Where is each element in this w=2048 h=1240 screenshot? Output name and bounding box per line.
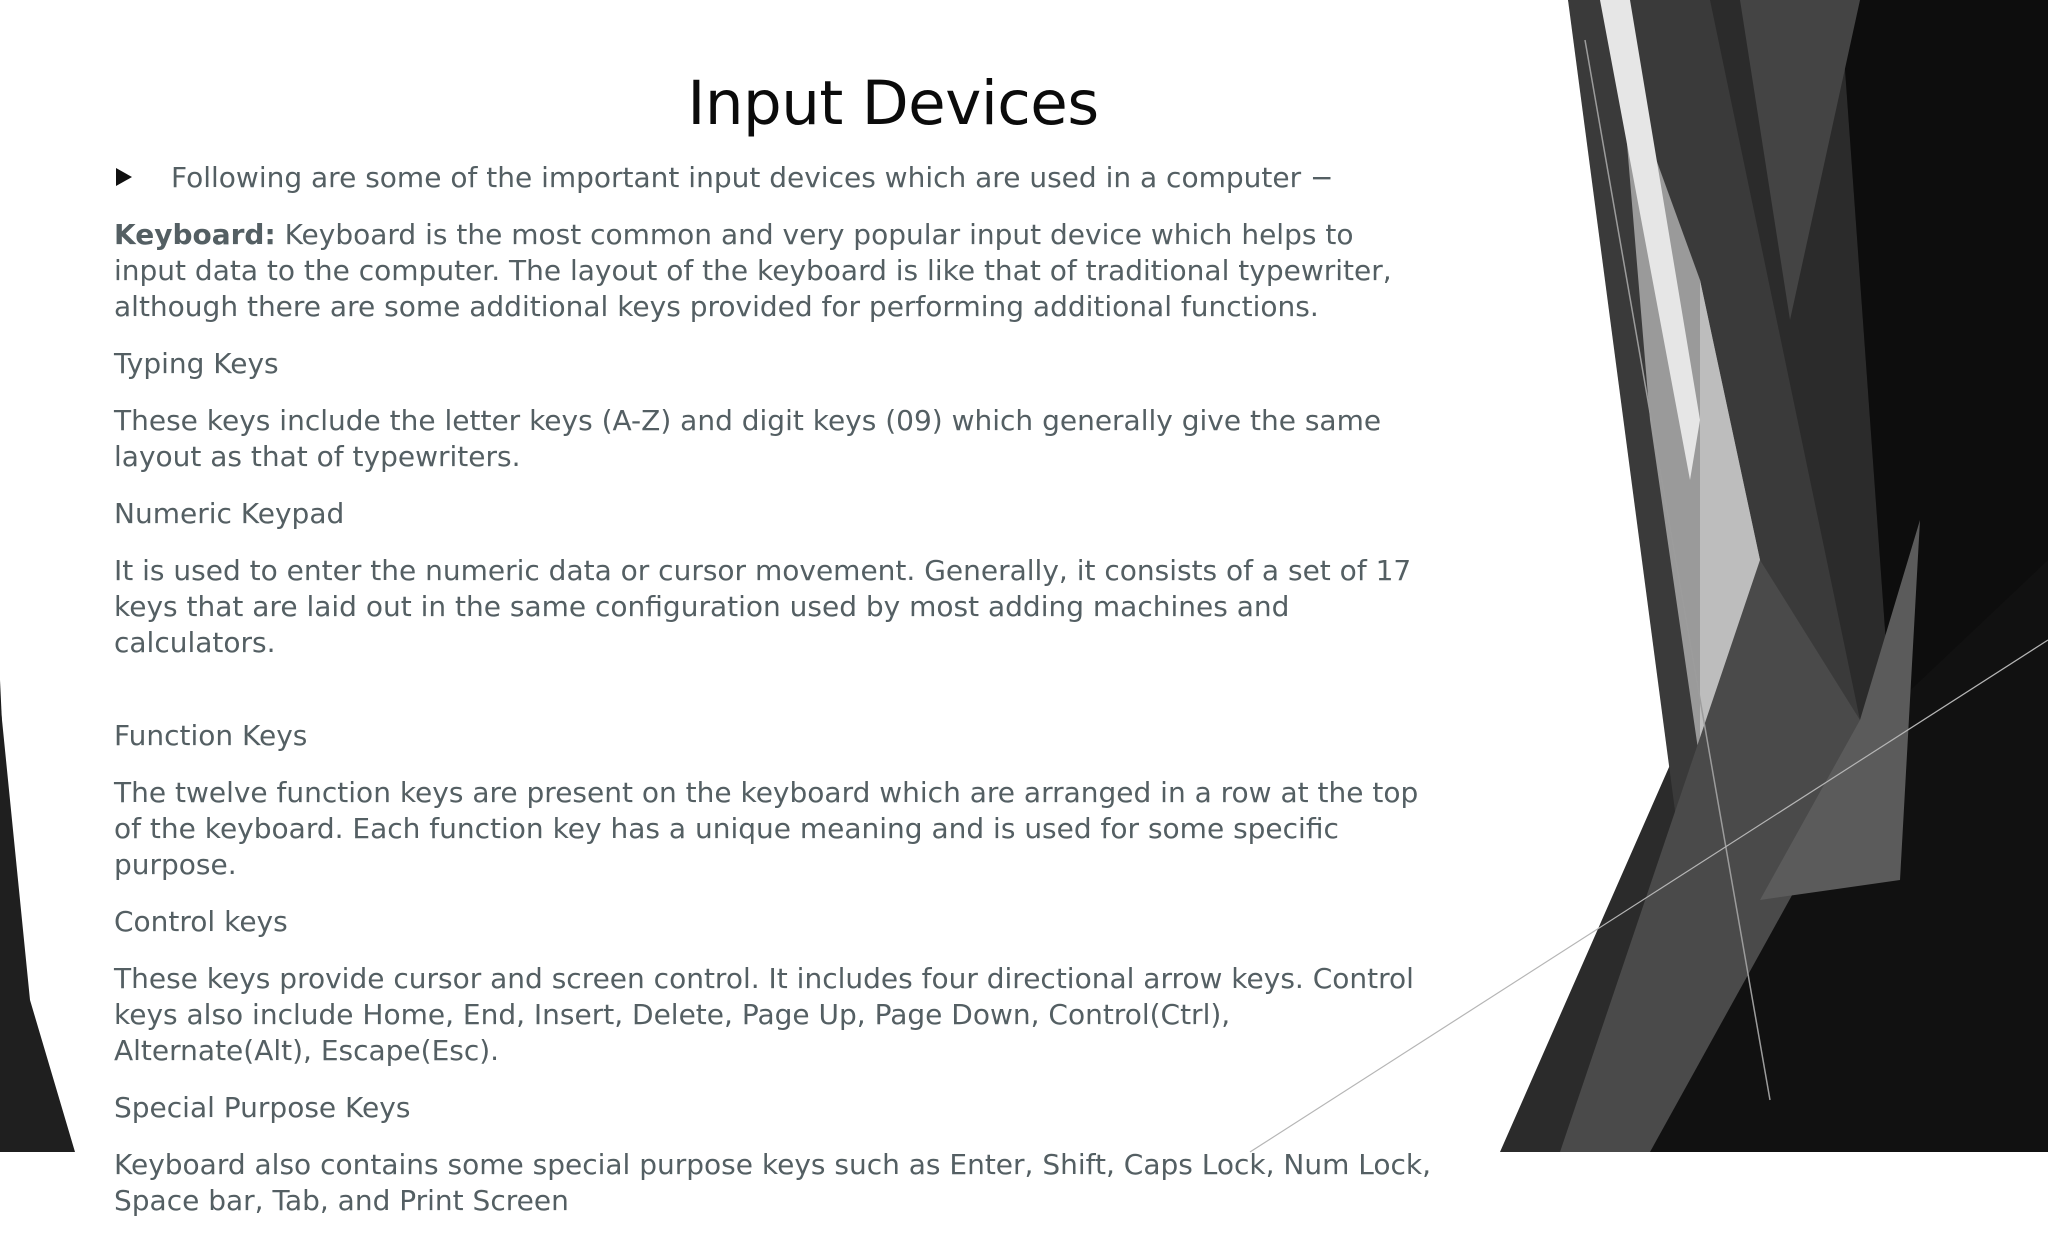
keyboard-label: Keyboard:: [114, 218, 276, 251]
section-text-typing-keys: These keys include the letter keys (A-Z) and digit keys (09) which generally give the same layout as that of typewriters.: [114, 404, 1382, 473]
right-triangle-bullet-icon: [116, 168, 132, 186]
section-text-function-keys: The twelve function keys are present on the keyboard which are arranged in a row at the top of the keyboard. Each function key has a unique meaning and is used for some specific purpose.: [114, 776, 1419, 881]
slide-title: Input Devices: [687, 68, 1099, 139]
section-heading-typing-keys: Typing Keys: [114, 347, 279, 380]
intro-bullet: [114, 160, 1434, 196]
section-text-numeric-keypad: It is used to enter the numeric data or cursor movement. Generally, it consists of a set of 17 keys that are laid out in the same configuration used by most adding machines and calculators.: [114, 554, 1412, 659]
section-heading-special-purpose-keys: Special Purpose Keys: [114, 1091, 411, 1124]
keyboard-paragraph: [114, 217, 1434, 325]
section-heading-numeric-keypad: Numeric Keypad: [114, 497, 345, 530]
section-text-special-purpose-keys: Keyboard also contains some special purpose keys such as Enter, Shift, Caps Lock, Num Lock, Space bar, Tab, and Print Screen: [114, 1148, 1432, 1217]
section-heading-function-keys: Function Keys: [114, 719, 308, 752]
section-heading-control-keys: Control keys: [114, 905, 288, 938]
section-text-control-keys: These keys provide cursor and screen control. It includes four directional arrow keys. Control keys also include Home, End, Insert, Delete, Page Up, Page Down, Control(Ctrl), Alternate(Alt), Escape(Esc).: [114, 962, 1414, 1067]
slide-body: [114, 160, 1434, 1240]
decor-left-wedge-2: [0, 700, 75, 1152]
keyboard-text: Keyboard is the most common and very popular input device which helps to input data to the computer. The layout of the keyboard is like that of traditional typewriter, although there are some additional keys provided for performing additional functions.: [114, 218, 1392, 323]
blank-line: [114, 682, 1434, 718]
intro-text: Following are some of the important input devices which are used in a computer −: [171, 161, 1334, 194]
